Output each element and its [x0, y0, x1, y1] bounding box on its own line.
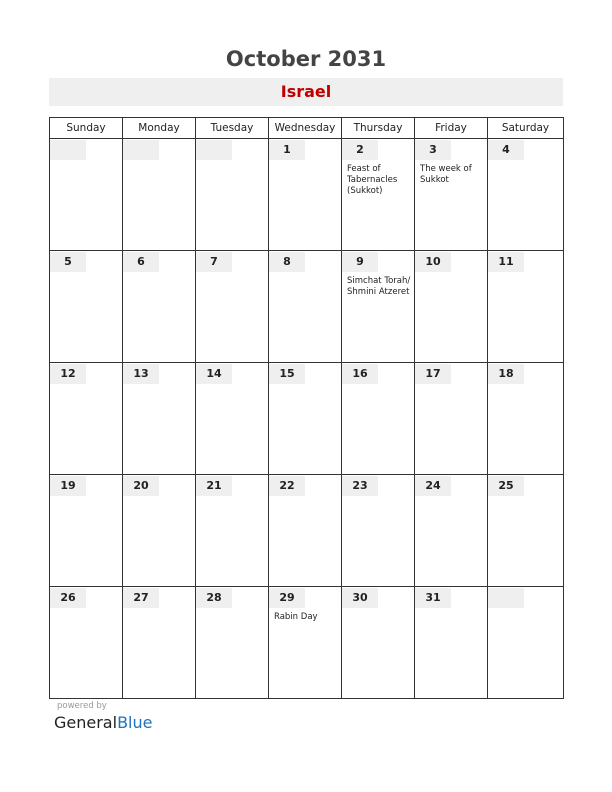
day-number: 13 — [123, 364, 159, 384]
day-number: 11 — [488, 252, 524, 272]
day-number: 7 — [196, 252, 232, 272]
weekday-header: Thursday — [342, 118, 415, 139]
day-number: 16 — [342, 364, 378, 384]
brand-blue-text: Blue — [117, 713, 153, 732]
day-number: 17 — [415, 364, 451, 384]
holiday-event: Simchat Torah/ Shmini Atzeret — [347, 276, 411, 297]
day-number: 26 — [50, 588, 86, 608]
week-row — [50, 251, 564, 363]
day-number: 28 — [196, 588, 232, 608]
day-number: 15 — [269, 364, 305, 384]
day-cell — [269, 251, 342, 363]
day-number — [123, 140, 159, 160]
page-title: October 2031 — [225, 47, 387, 71]
day-cell — [488, 251, 564, 363]
day-number: 1 — [269, 140, 305, 160]
day-cell — [50, 139, 123, 251]
day-number: 5 — [50, 252, 86, 272]
day-cell — [269, 475, 342, 587]
day-number: 4 — [488, 140, 524, 160]
day-cell — [50, 475, 123, 587]
day-number: 2 — [342, 140, 378, 160]
day-cell — [196, 139, 269, 251]
day-number: 29 — [269, 588, 305, 608]
weekday-header: Tuesday — [196, 118, 269, 139]
day-number: 23 — [342, 476, 378, 496]
day-cell — [488, 587, 564, 699]
day-cell — [269, 587, 342, 699]
week-row — [50, 363, 564, 475]
weekday-header: Wednesday — [269, 118, 342, 139]
weekday-header: Friday — [415, 118, 488, 139]
country-bar — [49, 78, 563, 106]
day-number: 27 — [123, 588, 159, 608]
day-cell — [488, 363, 564, 475]
brand-logo[interactable] — [54, 713, 152, 732]
day-cell — [196, 363, 269, 475]
day-cell — [50, 251, 123, 363]
week-row — [50, 139, 564, 251]
day-number: 31 — [415, 588, 451, 608]
day-number: 19 — [50, 476, 86, 496]
day-cell — [50, 363, 123, 475]
day-cell — [123, 251, 196, 363]
day-cell — [488, 139, 564, 251]
day-number: 25 — [488, 476, 524, 496]
holiday-event: Feast of Tabernacles (Sukkot) — [347, 164, 398, 196]
weekday-header: Saturday — [488, 118, 564, 139]
day-cell — [123, 363, 196, 475]
day-number: 18 — [488, 364, 524, 384]
day-cell — [415, 475, 488, 587]
day-cell — [342, 251, 415, 363]
day-cell — [488, 475, 564, 587]
day-number: 21 — [196, 476, 232, 496]
calendar-grid — [49, 117, 564, 699]
weekday-header-row — [50, 118, 564, 139]
day-cell — [415, 251, 488, 363]
day-number: 9 — [342, 252, 378, 272]
day-cell — [50, 587, 123, 699]
day-number — [488, 588, 524, 608]
powered-by-label: powered by — [57, 701, 107, 711]
day-cell — [342, 363, 415, 475]
day-number: 20 — [123, 476, 159, 496]
holiday-event: The week of Sukkot — [420, 164, 472, 185]
holiday-event: Rabin Day — [274, 612, 318, 622]
day-cell — [415, 139, 488, 251]
day-cell — [415, 363, 488, 475]
day-cell — [269, 363, 342, 475]
day-cell — [123, 587, 196, 699]
day-cell — [342, 587, 415, 699]
day-number: 14 — [196, 364, 232, 384]
day-number: 10 — [415, 252, 451, 272]
day-cell — [415, 587, 488, 699]
day-cell — [196, 475, 269, 587]
day-cell — [196, 251, 269, 363]
day-number: 22 — [269, 476, 305, 496]
day-number: 3 — [415, 140, 451, 160]
brand-general-text: General — [54, 713, 118, 732]
day-number: 24 — [415, 476, 451, 496]
day-cell — [196, 587, 269, 699]
day-number: 8 — [269, 252, 305, 272]
day-number — [50, 140, 86, 160]
weekday-header: Monday — [123, 118, 196, 139]
day-number: 30 — [342, 588, 378, 608]
day-cell — [342, 475, 415, 587]
day-cell — [269, 139, 342, 251]
week-row — [50, 475, 564, 587]
day-cell — [342, 139, 415, 251]
day-number — [196, 140, 232, 160]
day-cell — [123, 139, 196, 251]
country-name: Israel — [280, 82, 332, 101]
day-cell — [123, 475, 196, 587]
day-number: 6 — [123, 252, 159, 272]
week-row — [50, 587, 564, 699]
day-number: 12 — [50, 364, 86, 384]
weekday-header: Sunday — [50, 118, 123, 139]
